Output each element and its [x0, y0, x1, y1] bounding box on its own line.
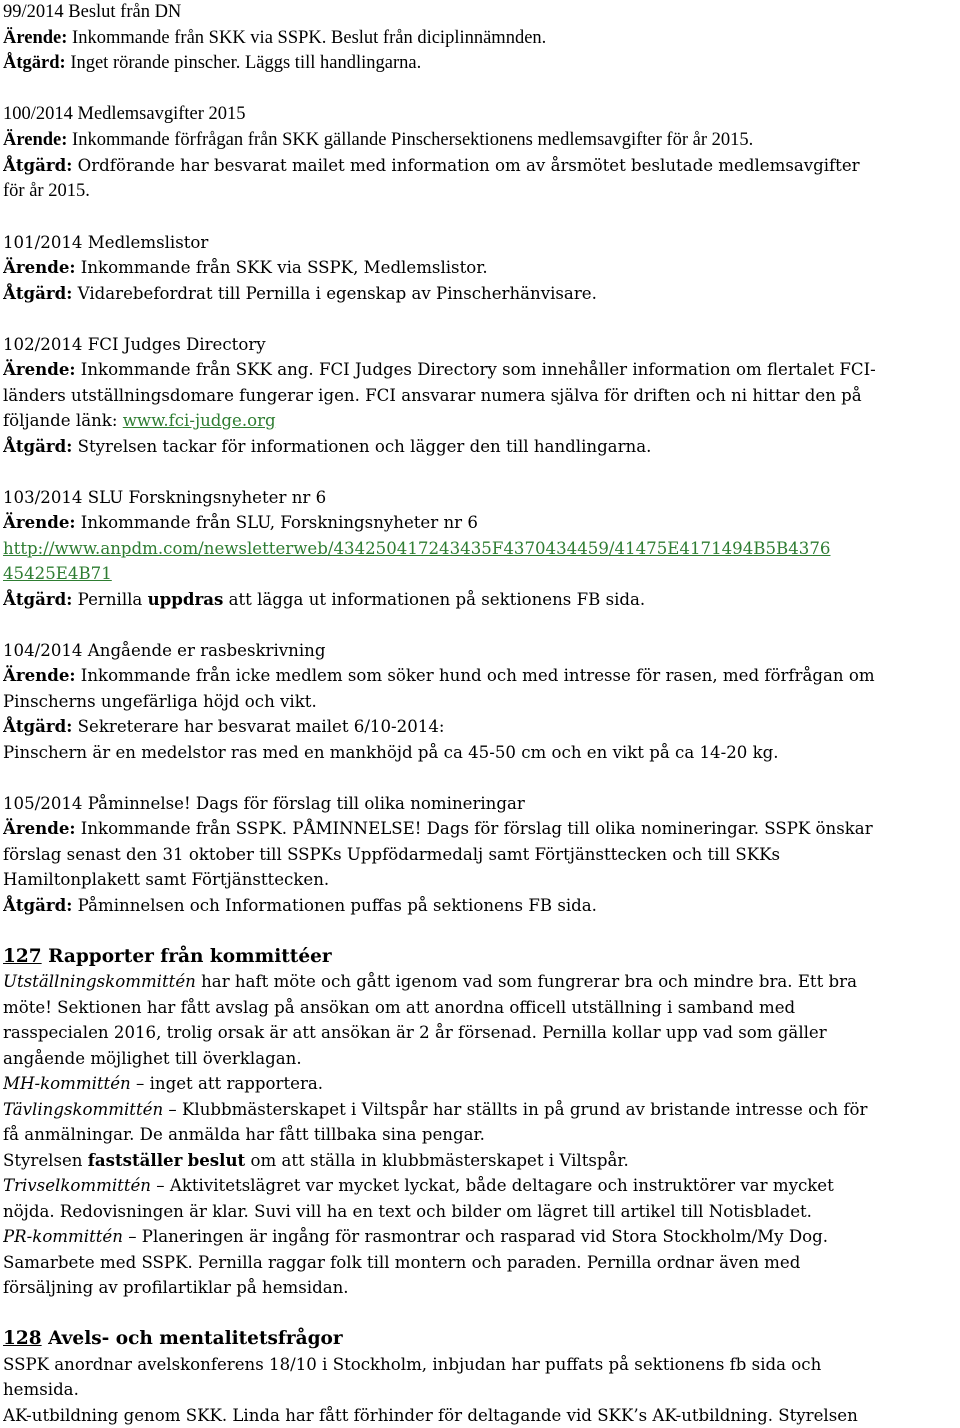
committee-text-cont: få anmälningar. De anmälda har fått tillbaka sina pengar. — [3, 1122, 954, 1148]
newsletter-link-cont[interactable]: 45425E4B71 — [3, 564, 112, 583]
atgard-text-cont: för år 2015. — [3, 179, 954, 205]
section-title: Rapporter från kommittéer — [42, 946, 332, 967]
arende-text-cont: länders utställningsdomare fungerar igen. FCI ansvarar numera själva för driften och ni hittar den på — [3, 383, 954, 409]
section-heading — [3, 1326, 954, 1352]
item-title: 100/2014 Medlemsavgifter 2015 — [3, 102, 954, 128]
arende-text-cont: Pinscherns ungefärliga höjd och vikt. — [3, 689, 954, 715]
committee-text-cont: möte! Sektionen har fått avslag på ansökan om att anordna officell utställning i samband med — [3, 995, 954, 1021]
committee-text: – Planeringen är ingång för rasmontrar och rasparad vid Stora Stockholm/My Dog. — [123, 1227, 828, 1246]
committee-line — [3, 969, 954, 995]
committee-text-cont: angående möjlighet till överklagan. — [3, 1046, 954, 1072]
committee-text-cont: försäljning av profilartiklar på hemsidan. — [3, 1275, 954, 1301]
atgard-text: Påminnelsen och Informationen puffas på sektionens FB sida. — [72, 896, 597, 915]
arende-text: Inkommande från SKK via SSPK, Medlemslistor. — [76, 258, 488, 277]
decision-text: om att ställa in klubbmästerskapet i Viltspår. — [245, 1151, 629, 1170]
item-title: 103/2014 SLU Forskningsnyheter nr 6 — [3, 485, 954, 511]
fci-judge-link[interactable]: www.fci-judge.org — [123, 411, 276, 430]
committee-text-cont: rasspecialen 2016, trolig orsak är att ansökan är 2 år försenad. Pernilla kollar upp vad som gäller — [3, 1020, 954, 1046]
atgard-line — [3, 281, 954, 307]
arende-text: Inkommande från icke medlem som söker hund och med intresse för rasen, med förfrågan om — [76, 666, 875, 685]
arende-label: Ärende: — [3, 818, 76, 838]
arende-text: Inkommande från SLU, Forskningsnyheter nr 6 — [76, 513, 478, 532]
atgard-bold: uppdras — [148, 589, 224, 609]
arende-label: Ärende: — [3, 512, 76, 532]
committee-text: – Klubbmästerskapet i Viltspår har ställts in på grund av bristande intresse och för — [163, 1100, 867, 1119]
atgard-label: Åtgärd: — [3, 436, 72, 456]
committee-text: – Aktivitetslägret var mycket lyckat, både deltagare och instruktörer var mycket — [151, 1176, 834, 1195]
arende-label: Ärende: — [3, 257, 76, 277]
item-title: 104/2014 Angående er rasbeskrivning — [3, 638, 954, 664]
arende-text: Inkommande från SSPK. PÅMINNELSE! Dags för förslag till olika nomineringar. SSPK önskar — [76, 819, 873, 838]
atgard-text: att lägga ut informationen på sektionens FB sida. — [223, 590, 645, 609]
newsletter-link-line-cont — [3, 561, 954, 587]
answer-text: Pinschern är en medelstor ras med en mankhöjd på ca 45-50 cm och en vikt på ca 14-20 kg. — [3, 740, 954, 766]
newsletter-link-line — [3, 536, 954, 562]
committee-line — [3, 1071, 954, 1097]
decision-line — [3, 1148, 954, 1174]
arende-line — [3, 663, 954, 689]
atgard-line — [3, 714, 954, 740]
arende-label: Ärende: — [3, 665, 76, 685]
atgard-text: Pernilla — [72, 590, 147, 609]
atgard-text: Styrelsen tackar för informationen och lägger den till handlingarna. — [72, 437, 651, 456]
section-title: Avels- och mentalitetsfrågor — [42, 1328, 343, 1349]
arende-line — [3, 816, 954, 842]
section-number: 127 — [3, 946, 42, 967]
arende-label: Ärende: — [3, 28, 67, 48]
newsletter-link[interactable]: http://www.anpdm.com/newsletterweb/434250417243435F4370434459/41475E4171494B5B4376 — [3, 539, 830, 558]
arende-text: följande länk: — [3, 411, 123, 430]
atgard-text: Sekreterare har besvarat mailet 6/10-2014: — [72, 717, 444, 736]
arende-text-cont: Hamiltonplakett samt Förtjänsttecken. — [3, 867, 954, 893]
atgard-label: Åtgärd: — [3, 155, 72, 175]
atgard-text: Inget rörande pinscher. Läggs till handlingarna. — [66, 53, 422, 73]
atgard-line — [3, 153, 954, 179]
committee-text-cont: Samarbete med SSPK. Pernilla raggar folk till montern och paraden. Pernilla ordnar även med — [3, 1250, 954, 1276]
item-title: 105/2014 Påminnelse! Dags för förslag till olika nomineringar — [3, 791, 954, 817]
arende-text: Inkommande från SKK ang. FCI Judges Directory som innehåller information om flertalet FCI- — [76, 360, 876, 379]
atgard-line — [3, 434, 954, 460]
arende-line — [3, 510, 954, 536]
arende-label: Ärende: — [3, 359, 76, 379]
decision-bold: fastställer — [88, 1150, 183, 1170]
atgard-label: Åtgärd: — [3, 283, 72, 303]
paragraph-line: SSPK anordnar avelskonferens 18/10 i Stockholm, inbjudan har puffats på sektionens fb sida och — [3, 1352, 954, 1378]
atgard-label: Åtgärd: — [3, 895, 72, 915]
paragraph-line: hemsida. — [3, 1377, 954, 1403]
paragraph-line: AK-utbildning genom SKK. Linda har fått förhinder för deltagande vid SKK’s AK-utbildning. Styrelsen — [3, 1403, 954, 1428]
item-title: 102/2014 FCI Judges Directory — [3, 332, 954, 358]
arende-line — [3, 357, 954, 383]
arende-link-line — [3, 408, 954, 434]
decision-text: Styrelsen — [3, 1151, 88, 1170]
arende-line — [3, 255, 954, 281]
arende-text: Inkommande från SKK via SSPK. Beslut från diciplinnämnden. — [67, 28, 546, 48]
atgard-label: Åtgärd: — [3, 589, 72, 609]
atgard-line — [3, 51, 954, 77]
item-title: 101/2014 Medlemslistor — [3, 230, 954, 256]
committee-name: MH-kommittén — [3, 1074, 131, 1093]
atgard-label: Åtgärd: — [3, 716, 72, 736]
committee-line — [3, 1097, 954, 1123]
arende-text-cont: förslag senast den 31 oktober till SSPKs Uppfödarmedalj samt Förtjänsttecken och till SKKs — [3, 842, 954, 868]
committee-name: Trivselkommittén — [3, 1176, 151, 1195]
committee-name: Utställningskommittén — [3, 972, 196, 991]
committee-line — [3, 1224, 954, 1250]
arende-text: Inkommande förfrågan från SKK gällande Pinschersektionens medlemsavgifter för år 2015. — [67, 130, 753, 150]
atgard-text: Ordförande har besvarat mailet med information om av årsmötet beslutade medlemsavgifter — [72, 156, 859, 175]
atgard-line — [3, 893, 954, 919]
decision-bold: beslut — [188, 1150, 246, 1170]
committee-text: – inget att rapportera. — [131, 1074, 323, 1093]
arende-label: Ärende: — [3, 130, 67, 150]
atgard-label: Åtgärd: — [3, 53, 66, 73]
committee-line — [3, 1173, 954, 1199]
atgard-text: Vidarebefordrat till Pernilla i egenskap av Pinscherhänvisare. — [72, 284, 596, 303]
arende-line — [3, 26, 954, 52]
atgard-line — [3, 587, 954, 613]
committee-name: PR-kommittén — [3, 1227, 123, 1246]
arende-line — [3, 128, 954, 154]
committee-name: Tävlingskommittén — [3, 1100, 163, 1119]
section-heading — [3, 944, 954, 970]
section-number: 128 — [3, 1328, 42, 1349]
committee-text-cont: nöjda. Redovisningen är klar. Suvi vill ha en text och bilder om lägret till artikel till Notisbladet. — [3, 1199, 954, 1225]
item-title: 99/2014 Beslut från DN — [3, 0, 954, 26]
committee-text: har haft möte och gått igenom vad som fungrerar bra och mindre bra. Ett bra — [196, 972, 857, 991]
